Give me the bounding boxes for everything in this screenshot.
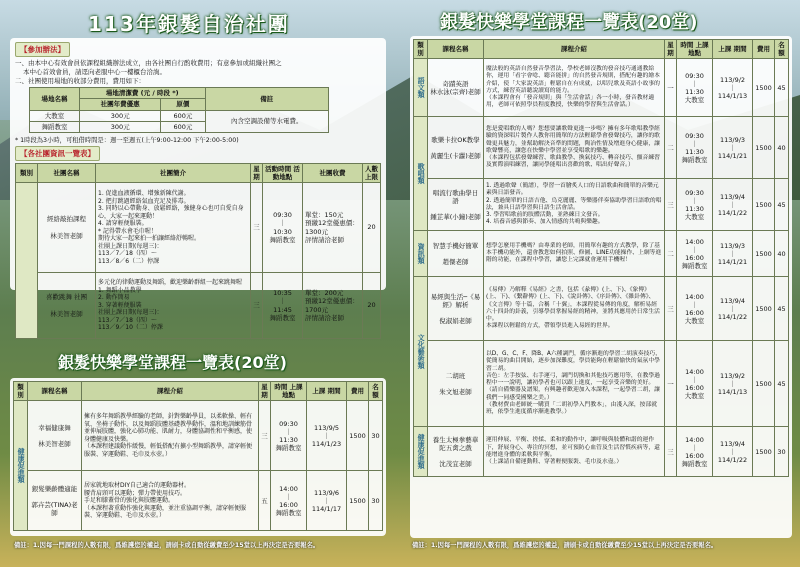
course-name: 歌樂卡拉OK教學 黃麗生(卡蘿)老師 [428, 117, 484, 179]
course-day: 三 [665, 427, 677, 477]
course-time: 09:30 ｜ 11:30 舞蹈教室 [677, 117, 713, 179]
signup-line: 二、社團使用場地的收部分費用，費用如下： [15, 76, 145, 85]
course-col: 名額 [775, 40, 789, 59]
course-time: 09:30 ｜ 11:30 大教室 [677, 179, 713, 231]
clubs-col: 社團簡介 [96, 163, 251, 182]
course-quota: 40 [775, 231, 789, 277]
course-time: 14:00 ｜ 16:00 大教室 [677, 277, 713, 341]
course-fee: 1500 [753, 117, 775, 179]
fee-original: 600元 [161, 121, 205, 132]
left-course-table [13, 381, 383, 531]
clubs-col: 人數上限 [363, 163, 381, 182]
course-intro: 魔法般的英語自然發音學習法，學校老師沒教的發音技巧通通教給你，運用「看字會唸、聽音能拼」的自然發音規則，搭配有趣的繪本介紹，使「大家說英語」輕鬆自在有成就，以唱兒歌及英語小故事的方式，練習英語聽說讀寫的能力。 （本課程會有「發音規則」與「生活會話」各一小時，發音教材適用，老師可依照學員程度教授，快樂的學習與生活會話。） [484, 59, 665, 117]
fee-col-original: 原價 [161, 99, 205, 110]
left-bottom-note: 備註：1.因每一門課程的人數有限，爲維護您的權益，請刷卡或自動從繳費至少15堂以上再決定是否要報名。 [14, 542, 320, 549]
signup-text [15, 59, 381, 85]
fee-member: 300元 [80, 110, 161, 121]
course-quota: 45 [775, 59, 789, 117]
course-name: 智慧手機好簡單 趙傑老師 [428, 231, 484, 277]
course-day: 二 [665, 117, 677, 179]
fee-table [29, 87, 329, 133]
course-time: 14:00 ｜ 16:00 舞蹈教室 [677, 231, 713, 277]
course-quota: 30 [369, 401, 383, 471]
course-day: 一 [665, 59, 677, 117]
course-fee: 1500 [347, 471, 369, 531]
club-name: 喜歡跳舞 社團 林美智老師 [38, 273, 96, 339]
clubs-header: 【各社團資訊一覽表】 [15, 146, 100, 161]
course-quota: 30 [369, 471, 383, 531]
course-period: 113/9/2 ｜ 114/1/13 [713, 59, 753, 117]
course-day: 一 [665, 341, 677, 427]
club-fee: 單堂：150元 預繳12堂優惠價： 1300元 評情請洽老師 [303, 183, 363, 273]
clubs-col: 社團收費 [303, 163, 363, 182]
club-limit: 20 [363, 273, 381, 339]
club-time: 09:30 ｜ 10:30 舞蹈教室 [263, 183, 303, 273]
course-col: 名額 [369, 382, 383, 401]
course-period: 113/9/2 ｜ 114/1/13 [713, 341, 753, 427]
course-day: 五 [259, 471, 271, 531]
course-intro: 擁有多年舞蹈教學經驗的老師，針對樂齡學員，以柔軟操、輕有氧、坐椅子動作，以及舞蹈肢體基礎教學動作，溫和地訓練筋骨並伸展肢體，強化心肺功能、肌耐力，身體協調性和平衡感，使身體健康及快樂。 （本課程建議動作緩慢，輕低搭配有擴小型舞蹈教學，請穿輕便服裝、穿運動鞋、毛巾及水壺。） [82, 401, 259, 471]
course-category: 健康促進類 [414, 427, 428, 477]
course-col: 上課 期間 [713, 40, 753, 59]
course-col: 課程名稱 [428, 40, 484, 59]
course-time: 14:00 ｜ 16:00 大教室 [677, 341, 713, 427]
course-quota: 30 [775, 427, 789, 477]
clubs-col: 類別 [16, 163, 38, 182]
club-intro: 多元化的律動運動及舞蹈，歡迎樂齡群組一起來跳舞喔 1. 舞蹈小品教學 2. 動作簡易 3. 穿著輕便服裝 社團上課日期(每週三)： 113／7／18（四）～ 113／9／10（二）停課 [96, 273, 251, 339]
course-period: 113/9/5 ｜ 114/1/23 [307, 401, 347, 471]
course-quota: 45 [775, 179, 789, 231]
club-fee: 單堂：200元 預繳12堂優惠價： 1700元 評情請洽老師 [303, 273, 363, 339]
club-intro: 1. 促進血液循環、增強新陳代謝。 2. 把打跳過經絡氣血充足及排毒。 3. 同時以心帶動身、放鬆經絡，強健身心也可自愛自身心，大家一起來運動！ 4. 請穿輕便服裝。 * 記得帶水會毛巾喔！ 期待大家一起來拍一拍讓經絡舒暢喔。 社團上課日期(每週三)： 113／7／18（四）～ 113／8／6（二）停課 [96, 183, 251, 273]
course-period: 113/9/4 ｜ 114/1/22 [713, 179, 753, 231]
course-time: 09:30 ｜ 11:30 大教室 [677, 59, 713, 117]
course-intro: 《易傳》乃解釋《易經》之書，包括《彖傳》(上、下)、《象傳》(上、下)、《繫辭傳》(上、下)、《說卦傳》、《序卦傳》、《雜卦傳》、《文言傳》等十篇，合稱「十翼」，本課程從易傳的角度，解析易經六十四卦的卦義，引導學員掌握易經的精神，並將其應用於日常生活中。 本課程以輕鬆的方式，帶領學員進入易經的世界。 [484, 277, 665, 341]
course-period: 113/9/3 ｜ 114/1/21 [713, 117, 753, 179]
left-course-panel [10, 378, 386, 536]
clubs-col: 活動時間 活動地點 [263, 163, 303, 182]
fee-footnote: * 1時段為3小時，可租借時間是：週一至週五(上午9:00-12:00 下午2:00-5:00) [15, 136, 239, 144]
right-title: 銀髮快樂學堂課程一覽表(20堂) [440, 12, 698, 33]
clubs-col: 星期 [251, 163, 263, 182]
signup-header: 【參加辦法】 [15, 42, 70, 57]
course-intro: 以D、G、C、F、降B、A六種調門，循序漸進的學習二胡演奏技巧，從簡易的曲目開始，逐步加深難度，學員能夠在輕鬆愉快的氣氛中學習二胡。 音色：左手按弦、右手運弓，調門切換和其他技巧應用等，在教學過程中一一說明，讓初學者也可以跟上進度，一起享受音樂的美好。 （請自備樂器及譜架，有興趣者歡迎加入本課程，一起學習二胡，讓我們一同感受國樂之美。） （教材費由老師統一購買「二胡初學入門教本」，由淺入深，按部就班，依學生進度循序漸進教學。） [484, 341, 665, 427]
left-course-title: 銀髮快樂學堂課程一覽表(20堂) [58, 353, 287, 372]
course-category: 資訊類 [414, 231, 428, 277]
signup-line: 一、由本中心有效會員依課程組織辦法成立，由各社團自行酌收費用；有意參加或組織社團之 [15, 59, 282, 67]
course-period: 113/9/6 ｜ 114/1/17 [307, 471, 347, 531]
course-fee: 1500 [753, 179, 775, 231]
course-name: 養生太極拳藝華陀五禽之戲 沈茂宜老師 [428, 427, 484, 477]
course-col: 類別 [14, 382, 28, 401]
fee-col-place: 場地名稱 [30, 88, 80, 110]
course-name: 二胡班 朱文旭老師 [428, 341, 484, 427]
fee-col-fee: 場地清潔費 (元 / 時段 *) [80, 88, 206, 99]
course-fee: 1500 [753, 277, 775, 341]
course-col: 星期 [259, 382, 271, 401]
course-day: 三 [665, 277, 677, 341]
fee-original: 600元 [161, 110, 205, 121]
club-time: 10:35 ｜ 11:45 舞蹈教室 [263, 273, 303, 339]
left-title: 113年銀髮自治社團 [88, 12, 290, 36]
course-quota: 40 [775, 117, 789, 179]
course-fee: 1500 [753, 59, 775, 117]
course-intro: 1. 透過歌聲（簡譜），學習一首膾炙人口的日語歌曲和簡單的音樂元素與日語發音。 2. 透過簡單的日語吉他、烏克麗麗、等樂器伴奏協助學習日語歌的唱法，兼具日語學習與日語生活會話。 3. 學習唱歌前的肢體活動，並熟練日文發音。 4. 培養音感與節奏、加入情感的共鳴與樂趣。 [484, 179, 665, 231]
clubs-panel [10, 38, 386, 332]
course-name: 銀髮樂齡體適能 郭卉芸(TINA)老師 [28, 471, 82, 531]
course-time: 14:00 ｜ 16:00 舞蹈教室 [271, 471, 307, 531]
course-quota: 45 [775, 341, 789, 427]
course-day: 三 [665, 179, 677, 231]
fee-place: 舞蹈教室 [30, 121, 80, 132]
course-fee: 1500 [347, 401, 369, 471]
clubs-category [16, 183, 38, 339]
fee-member: 300元 [80, 121, 161, 132]
clubs-table [15, 163, 381, 339]
course-name: 幸福健康舞 林美智老師 [28, 401, 82, 471]
fee-col-note: 備註 [205, 88, 328, 110]
course-time: 14:00 ｜ 16:00 舞蹈教室 [677, 427, 713, 477]
club-limit: 20 [363, 183, 381, 273]
course-intro: 想學怎麼用手機嗎？由專業的老師，用簡單有趣的方式教學，除了基本手機功能外，還會教您如何拍照、修圖、LINE功能操作、上網等進階的功能，在課程中學習，讓您上完課就會運用手機喔！ [484, 231, 665, 277]
course-name: 唱流行歌曲學日語 鍾芷華(小鐘)老師 [428, 179, 484, 231]
course-category: 文化藝術類 [414, 277, 428, 427]
course-day: 三 [259, 401, 271, 471]
course-col: 課程介紹 [484, 40, 665, 59]
course-quota: 45 [775, 277, 789, 341]
course-intro: 運用伸展、平衡、搓揉、柔和的動作中，讓呼吸與肢體和諧的運作下，舒展身心、專注的冥想，並可預防心血管及生活習慣疾病等，還能增進身體的柔軟與平衡。 （上課請自備運動鞋、穿著輕便服裝、毛巾及水壺。） [484, 427, 665, 477]
course-category: 健康促進類 [14, 401, 28, 531]
course-fee: 1500 [753, 231, 775, 277]
course-category: 歌唱類 [414, 117, 428, 231]
fee-place: 大教室 [30, 110, 80, 121]
course-period: 113/9/4 ｜ 114/1/22 [713, 277, 753, 341]
course-col: 課程名稱 [28, 382, 82, 401]
course-period: 113/9/3 ｜ 114/1/21 [713, 231, 753, 277]
course-fee: 1500 [753, 427, 775, 477]
course-col: 時間 上課 地點 [677, 40, 713, 59]
course-col: 費用 [753, 40, 775, 59]
clubs-col: 社團名稱 [38, 163, 96, 182]
course-period: 113/9/4 ｜ 114/1/22 [713, 427, 753, 477]
right-course-panel [410, 36, 792, 538]
fee-note: 內含空調設備等水電費。 [205, 110, 328, 132]
course-time: 09:30 ｜ 11:30 舞蹈教室 [271, 401, 307, 471]
club-day: 三 [251, 273, 263, 339]
fee-col-member: 社團年費優惠 [80, 99, 161, 110]
signup-line: 本中心首效會員，請逕向老服中心一樓櫃台洽詢。 [23, 67, 166, 76]
course-day: 二 [665, 231, 677, 277]
club-day: 三 [251, 183, 263, 273]
course-name: 奇蹟英語 林水泳(宗齊)老師 [428, 59, 484, 117]
right-bottom-note: 備註：1.因每一門課程的人數有限，爲維護您的權益，請刷卡或自動從繳費至少15堂以上再決定是否要報名。 [412, 542, 718, 549]
course-col: 上課 期間 [307, 382, 347, 401]
course-category: 語文類 [414, 59, 428, 117]
club-name: 經絡敲拍課程 林美智老師 [38, 183, 96, 273]
right-course-table [413, 39, 789, 477]
course-fee: 1500 [753, 341, 775, 427]
course-name: 易經與生活─《易經》解析 倪淑娟老師 [428, 277, 484, 341]
course-col: 類別 [414, 40, 428, 59]
course-col: 費用 [347, 382, 369, 401]
course-col: 時間 上課 地點 [271, 382, 307, 401]
course-intro: 居家就地取材DIY自己適合的運動器材。 腰背肩頸可以運動；彈力帶使用技巧。 手足和膝蓋骨的強化與肢體運動。 （本課程著重動作強化與運動，並注重協調平衡，請穿輕便服裝、穿運動鞋、毛巾及水壺。） [82, 471, 259, 531]
course-intro: 您是愛唱歌的人嗎？您想要讓歌聲更進一步嗎？擁有多年歌唱教學經驗的資深唱片製作人教你用簡單的方法輕鬆學會發聲技巧，讓你的歌聲更具魅力，並幫助解決音準的問題，陶冶性情及增進身心健康，讓歌聲響亮，讓您在快樂中學習並享受唱歌的樂趣。 （本課程包括發聲練習、歌曲教學、換氣技巧、轉音技巧、顫音練習及實際演唱練習，讓同學能唱出喜歡的歌、唱出好聲音。） [484, 117, 665, 179]
course-col: 星期 [665, 40, 677, 59]
course-col: 課程介紹 [82, 382, 259, 401]
